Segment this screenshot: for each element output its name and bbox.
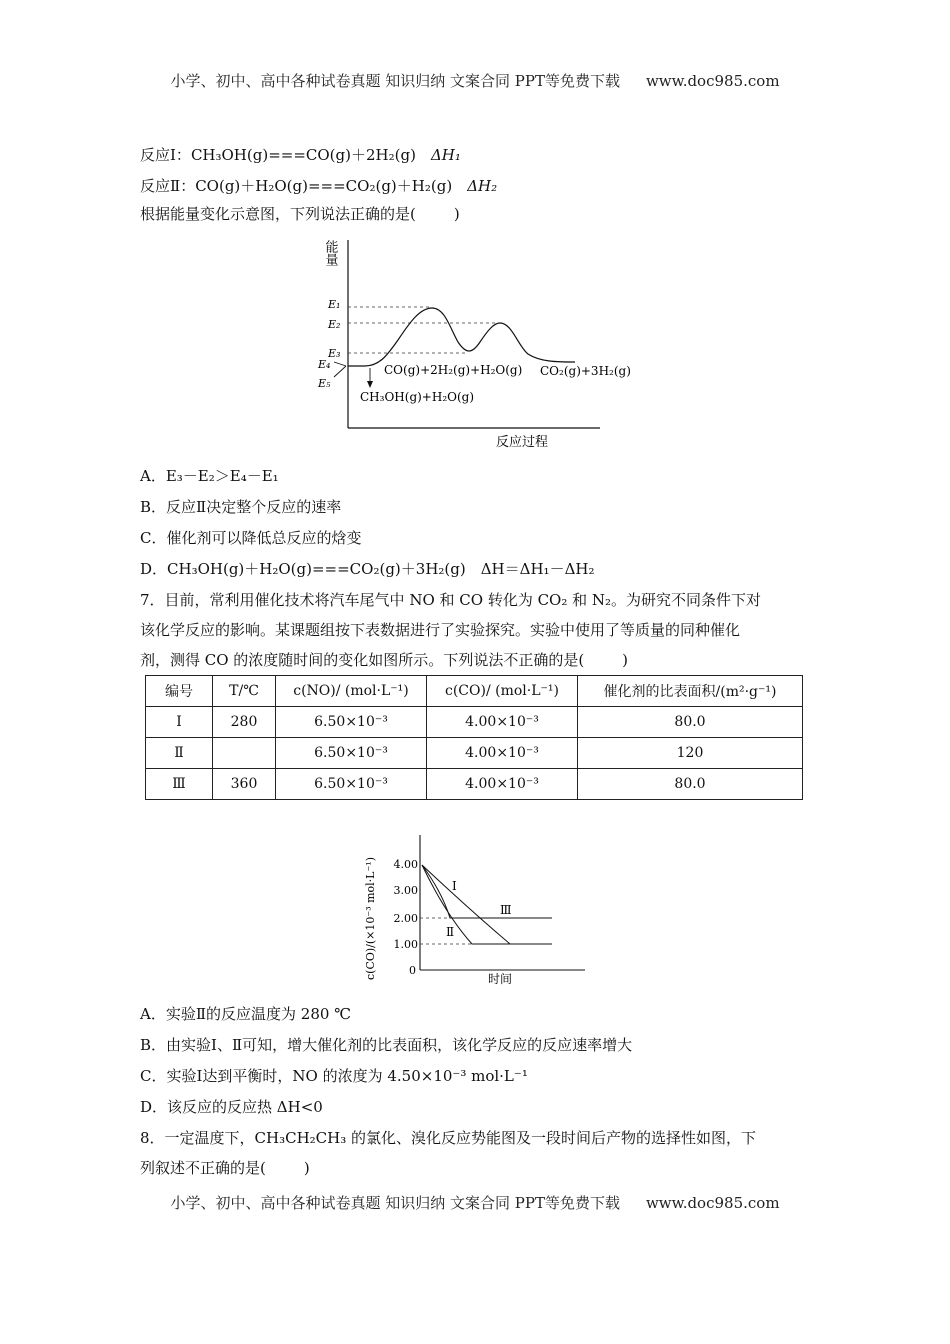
energy-diagram [300,232,650,457]
energy-e5-pointer [334,366,346,377]
table-row [146,738,803,769]
reaction-2-equation: CO(g)＋H₂O(g)===CO₂(g)＋H₂(g) [195,177,453,195]
q6-option-d: D．CH₃OH(g)＋H₂O(g)===CO₂(g)＋3H₂(g) ΔH＝ΔH₁－ΔH₂ [140,560,595,578]
graph-origin: 0 [409,964,416,977]
graph-tick: 2.00 [393,912,418,925]
graph-tick: 3.00 [393,884,418,897]
graph-xlabel: 时间 [488,972,513,986]
energy-e3-label: E₃ [328,347,341,360]
reaction-1 [140,145,461,165]
q7-stem-line3-text: 剂，测得 CO 的浓度随时间的变化如图所示。下列说法不正确的是( [140,651,585,669]
curve-I [422,865,552,944]
header-text: 小学、初中、高中各种试卷真题 知识归纳 文案合同 PPT等免费下载 [170,72,620,90]
energy-e4-label: E₄ [318,358,331,371]
table-header-cell: T/℃ [213,676,276,707]
q7-option-b: B．由实验Ⅰ、Ⅱ可知，增大催化剂的比表面积，该化学反应的反应速率增大 [140,1036,633,1054]
q6-option-b: B．反应Ⅱ决定整个反应的速率 [140,498,342,516]
energy-start-label: CH₃OH(g)+H₂O(g) [360,390,475,404]
q8-stem-line2 [140,1158,310,1178]
energy-end-label: CO₂(g)+3H₂(g) [540,364,631,378]
table-row [146,707,803,738]
q7-option-a: A．实验Ⅱ的反应温度为 280 ℃ [140,1005,351,1023]
table-row [146,769,803,800]
energy-e1-label: E₁ [328,298,341,311]
q6-stem-end: ) [453,205,460,223]
footer-text: 小学、初中、高中各种试卷真题 知识归纳 文案合同 PPT等免费下载 [170,1194,620,1212]
table-cell: Ⅱ [146,738,213,769]
table-cell [213,738,276,769]
reaction-1-equation: CH₃OH(g)===CO(g)＋2H₂(g) [190,146,416,164]
curve-II-label: Ⅱ [446,925,455,939]
energy-mid-label: CO(g)+2H₂(g)+H₂O(g) [384,363,523,377]
graph-tick: 1.00 [393,938,418,951]
table-cell: 120 [578,738,803,769]
q8-stem-line2-text: 列叙述不正确的是( [140,1159,266,1177]
q7-option-c: C．实验Ⅰ达到平衡时，NO 的浓度为 4.50×10⁻³ mol·L⁻¹ [140,1067,528,1085]
table-header-cell: 催化剂的比表面积/(m²·g⁻¹) [578,676,803,707]
q8-stem-line1: 8．一定温度下，CH₃CH₂CH₃ 的氯化、溴化反应势能图及一段时间后产物的选择性如图，下 [140,1129,757,1147]
table-header-cell: c(CO)/ (mol·L⁻¹) [427,676,578,707]
co-concentration-graph [360,830,595,990]
q6-stem-text: 根据能量变化示意图，下列说法正确的是( [140,205,416,223]
table-cell: 4.00×10⁻³ [427,707,578,738]
q6-option-a: A．E₃－E₂＞E₄－E₁ [140,467,279,485]
q7-stem-line3 [140,650,628,670]
table-cell: 80.0 [578,769,803,800]
table-cell: 6.50×10⁻³ [276,738,427,769]
curve-III-label: Ⅲ [500,903,512,917]
table-cell: 280 [213,707,276,738]
energy-ylabel: 能量 [322,240,338,266]
page-footer [0,1192,950,1213]
energy-xlabel: 反应过程 [496,435,549,450]
curve-I-label: Ⅰ [452,879,457,893]
reaction-2-label: 反应Ⅱ： [140,177,196,195]
table-header-cell: 编号 [146,676,213,707]
table-cell: 4.00×10⁻³ [427,769,578,800]
energy-start-arrow-head [367,381,373,388]
reaction-2-dh: ΔH₂ [467,177,498,195]
table-cell: 80.0 [578,707,803,738]
table-cell: 4.00×10⁻³ [427,738,578,769]
q7-option-d: D．该反应的反应热 ΔH<0 [140,1098,323,1116]
graph-tick: 4.00 [393,858,418,871]
curve-II [422,865,552,944]
table-cell: Ⅰ [146,707,213,738]
energy-e5-label: E₅ [318,377,331,390]
graph-ylabel: c(CO)/(×10⁻³ mol·L⁻¹) [364,857,377,980]
table-cell: 6.50×10⁻³ [276,769,427,800]
q6-option-c: C．催化剂可以降低总反应的焓变 [140,529,362,547]
q7-stem-line1: 7．目前，常利用催化技术将汽车尾气中 NO 和 CO 转化为 CO₂ 和 N₂。为研究不同条件下对 [140,591,762,609]
q6-stem [140,204,460,224]
header-site: www.doc985.com [645,72,780,90]
table-header-row [146,676,803,707]
energy-curve [348,308,575,366]
page-header [0,70,950,91]
energy-e2-label: E₂ [328,318,341,331]
footer-site: www.doc985.com [645,1194,780,1212]
q7-stem-end: ) [622,651,629,669]
table-cell: 6.50×10⁻³ [276,707,427,738]
table-header-cell: c(NO)/ (mol·L⁻¹) [276,676,427,707]
table-cell: 360 [213,769,276,800]
curve-III [422,865,552,918]
q8-stem-end: ) [303,1159,310,1177]
reaction-1-label: 反应Ⅰ： [140,146,191,164]
energy-e4-pointer [334,362,346,366]
reaction-1-dh: ΔH₁ [430,146,461,164]
q7-stem-line2: 该化学反应的影响。某课题组按下表数据进行了实验探究。实验中使用了等质量的同种催化 [140,621,741,639]
reaction-2 [140,176,497,196]
experiment-table [145,675,803,800]
table-cell: Ⅲ [146,769,213,800]
